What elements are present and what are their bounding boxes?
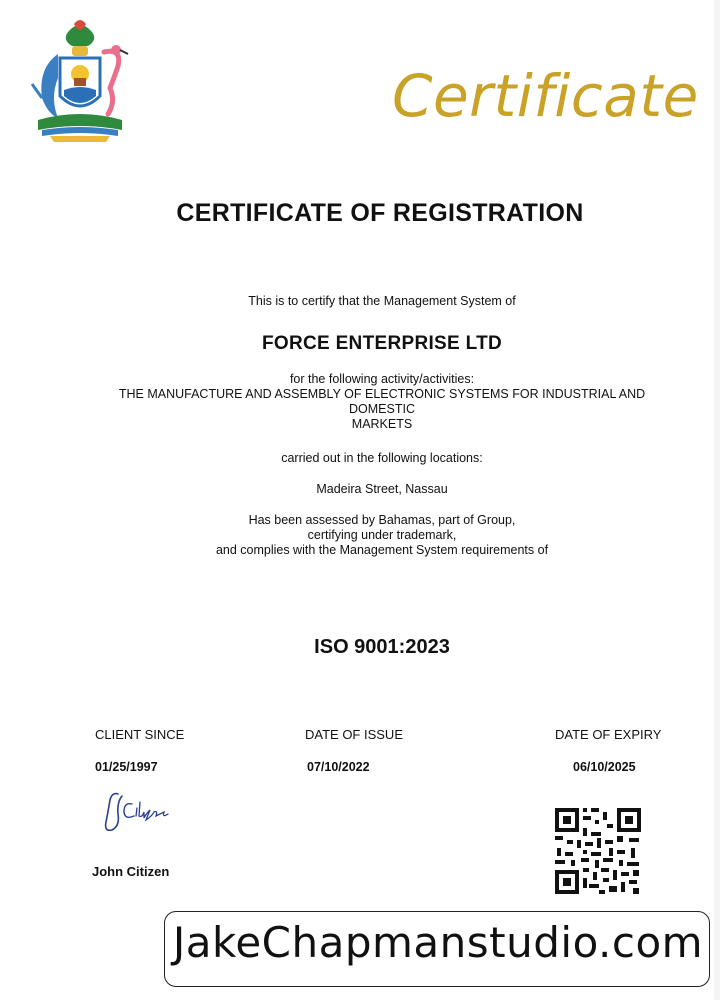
assessment-section [40, 513, 720, 558]
activity-line: DOMESTIC [349, 402, 415, 416]
page-edge [714, 0, 720, 1000]
activity-intro: for the following activity/activities: [289, 372, 475, 386]
client-since-label: CLIENT SINCE [95, 727, 185, 742]
signer-name: John Citizen [92, 864, 170, 879]
date-of-expiry-label: DATE OF EXPIRY [555, 727, 662, 742]
date-of-issue-value: 07/10/2022 [307, 760, 370, 774]
date-of-expiry-value: 06/10/2025 [573, 760, 636, 774]
assessment-line: and complies with the Management System requirements of [215, 543, 549, 557]
watermark-text: JakeChapmanstudio.com [172, 918, 704, 967]
watermark-banner [164, 911, 710, 987]
locations-intro: carried out in the following locations: [281, 451, 483, 465]
assessment-line: Has been assessed by Bahamas, part of Group, [248, 513, 516, 527]
bahamas-coat-of-arms-icon [28, 18, 132, 144]
activity-line: THE MANUFACTURE AND ASSEMBLY OF ELECTRONIC SYSTEMS FOR INDUSTRIAL AND [118, 387, 646, 401]
company-name: FORCE ENTERPRISE LTD [262, 333, 502, 354]
qr-code-icon [553, 806, 643, 896]
intro-text: This is to certify that the Management System of [248, 294, 516, 308]
iso-standard: ISO 9001:2023 [314, 636, 450, 658]
assessment-line: certifying under trademark, [307, 528, 457, 542]
activity-section [40, 372, 720, 432]
activity-line: MARKETS [351, 417, 413, 431]
client-since-value: 01/25/1997 [95, 760, 158, 774]
handwritten-signature-icon [98, 790, 172, 838]
date-of-issue-label: DATE OF ISSUE [305, 727, 403, 742]
certificate-heading: Certificate [392, 62, 699, 130]
page-title: CERTIFICATE OF REGISTRATION [176, 199, 584, 227]
location-address: Madeira Street, Nassau [316, 482, 448, 496]
